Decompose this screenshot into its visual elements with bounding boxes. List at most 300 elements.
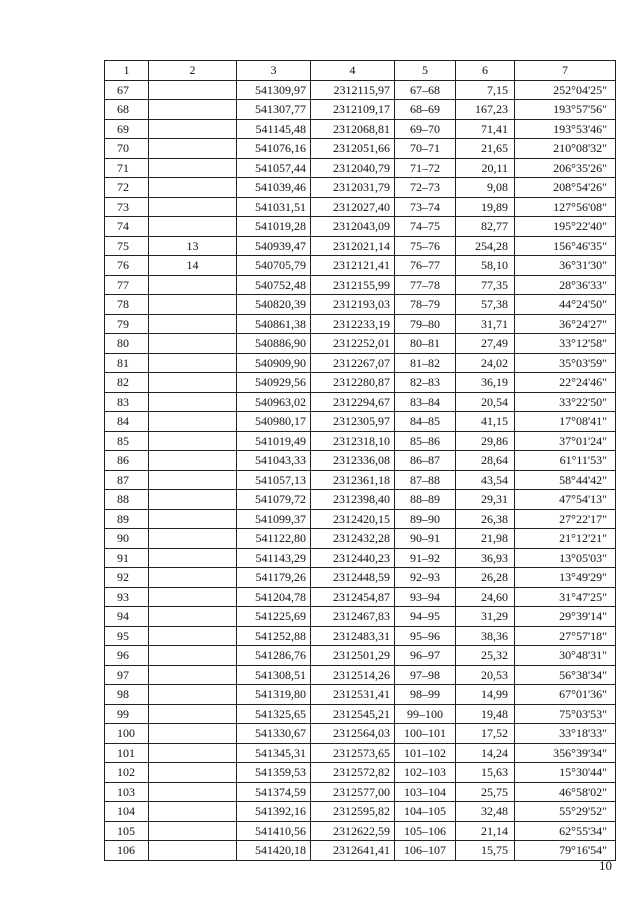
cell-length: 167,23	[456, 100, 515, 120]
cell-y-coordinate: 2312572,82	[311, 763, 395, 783]
cell-x-coordinate: 541019,49	[237, 431, 311, 451]
cell-boundary-point	[149, 568, 237, 588]
cell-point-number: 69	[105, 119, 149, 139]
cell-x-coordinate: 541374,59	[237, 782, 311, 802]
table-row	[105, 665, 616, 685]
cell-length: 38,36	[456, 626, 515, 646]
cell-boundary-point	[149, 743, 237, 763]
cell-boundary-point	[149, 626, 237, 646]
cell-bearing: 206°35'26"	[515, 158, 616, 178]
cell-bearing: 22°24'46"	[515, 373, 616, 393]
cell-segment: 103–104	[395, 782, 456, 802]
table-row	[105, 275, 616, 295]
cell-x-coordinate: 541099,37	[237, 509, 311, 529]
cell-length: 7,15	[456, 80, 515, 100]
cell-y-coordinate: 2312267,07	[311, 353, 395, 373]
cell-x-coordinate: 541204,78	[237, 587, 311, 607]
cell-point-number: 88	[105, 490, 149, 510]
cell-segment: 100–101	[395, 724, 456, 744]
cell-length: 15,63	[456, 763, 515, 783]
cell-boundary-point	[149, 782, 237, 802]
cell-length: 19,48	[456, 704, 515, 724]
table-row	[105, 490, 616, 510]
cell-bearing: 67°01'36"	[515, 685, 616, 705]
cell-point-number: 68	[105, 100, 149, 120]
cell-segment: 96–97	[395, 646, 456, 666]
cell-length: 27,49	[456, 334, 515, 354]
table-row	[105, 607, 616, 627]
cell-segment: 75–76	[395, 236, 456, 256]
cell-length: 19,89	[456, 197, 515, 217]
cell-segment: 71–72	[395, 158, 456, 178]
cell-x-coordinate: 540963,02	[237, 392, 311, 412]
cell-boundary-point	[149, 334, 237, 354]
table-row	[105, 178, 616, 198]
cell-boundary-point	[149, 685, 237, 705]
cell-bearing: 156°46'35"	[515, 236, 616, 256]
table-row	[105, 821, 616, 841]
table-row	[105, 724, 616, 744]
column-header: 1	[105, 61, 149, 81]
table-row	[105, 782, 616, 802]
cell-y-coordinate: 2312361,18	[311, 470, 395, 490]
cell-point-number: 100	[105, 724, 149, 744]
cell-segment: 78–79	[395, 295, 456, 315]
cell-segment: 81–82	[395, 353, 456, 373]
column-header: 5	[395, 61, 456, 81]
column-header: 4	[311, 61, 395, 81]
cell-boundary-point: 13	[149, 236, 237, 256]
cell-boundary-point	[149, 158, 237, 178]
cell-bearing: 33°18'33"	[515, 724, 616, 744]
cell-y-coordinate: 2312440,23	[311, 548, 395, 568]
cell-length: 58,10	[456, 256, 515, 276]
cell-segment: 76–77	[395, 256, 456, 276]
cell-segment: 87–88	[395, 470, 456, 490]
coordinates-table	[104, 60, 616, 861]
cell-point-number: 77	[105, 275, 149, 295]
table-row	[105, 80, 616, 100]
cell-point-number: 86	[105, 451, 149, 471]
cell-segment: 67–68	[395, 80, 456, 100]
cell-bearing: 33°12'58"	[515, 334, 616, 354]
cell-point-number: 83	[105, 392, 149, 412]
cell-segment: 91–92	[395, 548, 456, 568]
column-header: 3	[237, 61, 311, 81]
table-row	[105, 470, 616, 490]
cell-point-number: 85	[105, 431, 149, 451]
cell-segment: 99–100	[395, 704, 456, 724]
cell-length: 36,19	[456, 373, 515, 393]
cell-length: 29,31	[456, 490, 515, 510]
cell-segment: 92–93	[395, 568, 456, 588]
cell-boundary-point	[149, 295, 237, 315]
cell-bearing: 36°24'27"	[515, 314, 616, 334]
table-row	[105, 743, 616, 763]
cell-boundary-point	[149, 412, 237, 432]
cell-y-coordinate: 2312318,10	[311, 431, 395, 451]
cell-bearing: 44°24'50"	[515, 295, 616, 315]
cell-point-number: 102	[105, 763, 149, 783]
cell-y-coordinate: 2312514,26	[311, 665, 395, 685]
table-row	[105, 841, 616, 861]
cell-x-coordinate: 541076,16	[237, 139, 311, 159]
table-row	[105, 431, 616, 451]
cell-point-number: 92	[105, 568, 149, 588]
cell-x-coordinate: 541057,13	[237, 470, 311, 490]
cell-y-coordinate: 2312294,67	[311, 392, 395, 412]
table-row	[105, 412, 616, 432]
table-row	[105, 139, 616, 159]
cell-boundary-point	[149, 490, 237, 510]
cell-boundary-point: 14	[149, 256, 237, 276]
cell-segment: 102–103	[395, 763, 456, 783]
cell-length: 26,38	[456, 509, 515, 529]
cell-segment: 101–102	[395, 743, 456, 763]
cell-length: 20,11	[456, 158, 515, 178]
cell-length: 29,86	[456, 431, 515, 451]
cell-boundary-point	[149, 431, 237, 451]
cell-y-coordinate: 2312448,59	[311, 568, 395, 588]
cell-point-number: 103	[105, 782, 149, 802]
cell-boundary-point	[149, 80, 237, 100]
cell-bearing: 21°12'21"	[515, 529, 616, 549]
cell-bearing: 210°08'32"	[515, 139, 616, 159]
cell-length: 14,99	[456, 685, 515, 705]
cell-boundary-point	[149, 763, 237, 783]
cell-bearing: 13°49'29"	[515, 568, 616, 588]
cell-segment: 84–85	[395, 412, 456, 432]
cell-length: 15,75	[456, 841, 515, 861]
table-row	[105, 451, 616, 471]
cell-bearing: 17°08'41"	[515, 412, 616, 432]
cell-x-coordinate: 541079,72	[237, 490, 311, 510]
cell-bearing: 29°39'14"	[515, 607, 616, 627]
cell-length: 77,35	[456, 275, 515, 295]
cell-length: 41,15	[456, 412, 515, 432]
table-row	[105, 197, 616, 217]
cell-boundary-point	[149, 607, 237, 627]
cell-x-coordinate: 540861,38	[237, 314, 311, 334]
cell-segment: 93–94	[395, 587, 456, 607]
table-row	[105, 158, 616, 178]
cell-point-number: 104	[105, 802, 149, 822]
cell-boundary-point	[149, 451, 237, 471]
cell-bearing: 55°29'52"	[515, 802, 616, 822]
cell-boundary-point	[149, 821, 237, 841]
cell-y-coordinate: 2312467,83	[311, 607, 395, 627]
table-row	[105, 626, 616, 646]
cell-bearing: 356°39'34"	[515, 743, 616, 763]
cell-x-coordinate: 541410,56	[237, 821, 311, 841]
cell-boundary-point	[149, 665, 237, 685]
cell-x-coordinate: 540752,48	[237, 275, 311, 295]
table-row	[105, 295, 616, 315]
cell-length: 17,52	[456, 724, 515, 744]
table-row	[105, 704, 616, 724]
cell-length: 20,54	[456, 392, 515, 412]
cell-y-coordinate: 2312109,17	[311, 100, 395, 120]
table-row	[105, 119, 616, 139]
cell-y-coordinate: 2312577,00	[311, 782, 395, 802]
cell-point-number: 95	[105, 626, 149, 646]
cell-segment: 68–69	[395, 100, 456, 120]
cell-y-coordinate: 2312121,41	[311, 256, 395, 276]
cell-boundary-point	[149, 529, 237, 549]
cell-boundary-point	[149, 548, 237, 568]
cell-length: 254,28	[456, 236, 515, 256]
cell-point-number: 106	[105, 841, 149, 861]
cell-y-coordinate: 2312420,15	[311, 509, 395, 529]
cell-length: 9,08	[456, 178, 515, 198]
cell-x-coordinate: 541043,33	[237, 451, 311, 471]
cell-x-coordinate: 541145,48	[237, 119, 311, 139]
column-header: 2	[149, 61, 237, 81]
cell-y-coordinate: 2312043,09	[311, 217, 395, 237]
cell-segment: 74–75	[395, 217, 456, 237]
cell-x-coordinate: 541309,97	[237, 80, 311, 100]
cell-segment: 85–86	[395, 431, 456, 451]
cell-bearing: 31°47'25"	[515, 587, 616, 607]
cell-point-number: 70	[105, 139, 149, 159]
cell-boundary-point	[149, 724, 237, 744]
table-row	[105, 685, 616, 705]
cell-bearing: 15°30'44"	[515, 763, 616, 783]
cell-segment: 82–83	[395, 373, 456, 393]
cell-boundary-point	[149, 100, 237, 120]
cell-segment: 73–74	[395, 197, 456, 217]
cell-y-coordinate: 2312233,19	[311, 314, 395, 334]
cell-bearing: 47°54'13"	[515, 490, 616, 510]
cell-bearing: 56°38'34"	[515, 665, 616, 685]
cell-x-coordinate: 541319,80	[237, 685, 311, 705]
cell-boundary-point	[149, 275, 237, 295]
cell-boundary-point	[149, 646, 237, 666]
cell-bearing: 13°05'03"	[515, 548, 616, 568]
table-row	[105, 568, 616, 588]
cell-x-coordinate: 541359,53	[237, 763, 311, 783]
cell-length: 82,77	[456, 217, 515, 237]
cell-segment: 105–106	[395, 821, 456, 841]
cell-x-coordinate: 541392,16	[237, 802, 311, 822]
cell-boundary-point	[149, 392, 237, 412]
cell-y-coordinate: 2312531,41	[311, 685, 395, 705]
cell-boundary-point	[149, 314, 237, 334]
cell-point-number: 80	[105, 334, 149, 354]
cell-length: 31,71	[456, 314, 515, 334]
cell-bearing: 30°48'31"	[515, 646, 616, 666]
cell-length: 21,65	[456, 139, 515, 159]
cell-point-number: 74	[105, 217, 149, 237]
column-header: 7	[515, 61, 616, 81]
cell-x-coordinate: 541019,28	[237, 217, 311, 237]
cell-point-number: 89	[105, 509, 149, 529]
cell-x-coordinate: 541286,76	[237, 646, 311, 666]
cell-segment: 80–81	[395, 334, 456, 354]
cell-bearing: 46°58'02"	[515, 782, 616, 802]
cell-bearing: 127°56'08"	[515, 197, 616, 217]
cell-segment: 69–70	[395, 119, 456, 139]
cell-y-coordinate: 2312252,01	[311, 334, 395, 354]
cell-x-coordinate: 541179,26	[237, 568, 311, 588]
cell-y-coordinate: 2312193,03	[311, 295, 395, 315]
table-row	[105, 392, 616, 412]
cell-length: 36,93	[456, 548, 515, 568]
cell-length: 21,14	[456, 821, 515, 841]
cell-length: 24,60	[456, 587, 515, 607]
cell-segment: 104–105	[395, 802, 456, 822]
cell-segment: 98–99	[395, 685, 456, 705]
cell-point-number: 76	[105, 256, 149, 276]
cell-bearing: 62°55'34"	[515, 821, 616, 841]
cell-boundary-point	[149, 217, 237, 237]
cell-x-coordinate: 541143,29	[237, 548, 311, 568]
cell-y-coordinate: 2312432,28	[311, 529, 395, 549]
table-row	[105, 353, 616, 373]
cell-bearing: 36°31'30"	[515, 256, 616, 276]
cell-x-coordinate: 541345,31	[237, 743, 311, 763]
cell-y-coordinate: 2312031,79	[311, 178, 395, 198]
cell-segment: 90–91	[395, 529, 456, 549]
cell-point-number: 101	[105, 743, 149, 763]
cell-point-number: 82	[105, 373, 149, 393]
cell-point-number: 73	[105, 197, 149, 217]
cell-segment: 70–71	[395, 139, 456, 159]
cell-bearing: 61°11'53"	[515, 451, 616, 471]
cell-point-number: 81	[105, 353, 149, 373]
cell-boundary-point	[149, 197, 237, 217]
cell-y-coordinate: 2312501,29	[311, 646, 395, 666]
cell-point-number: 91	[105, 548, 149, 568]
table-row	[105, 256, 616, 276]
column-header: 6	[456, 61, 515, 81]
table-row	[105, 314, 616, 334]
cell-bearing: 33°22'50"	[515, 392, 616, 412]
cell-y-coordinate: 2312115,97	[311, 80, 395, 100]
table-row	[105, 236, 616, 256]
cell-segment: 79–80	[395, 314, 456, 334]
cell-bearing: 252°04'25"	[515, 80, 616, 100]
cell-length: 24,02	[456, 353, 515, 373]
cell-y-coordinate: 2312336,08	[311, 451, 395, 471]
cell-boundary-point	[149, 587, 237, 607]
table-row	[105, 509, 616, 529]
cell-x-coordinate: 540909,90	[237, 353, 311, 373]
table-row	[105, 334, 616, 354]
cell-point-number: 87	[105, 470, 149, 490]
cell-x-coordinate: 541307,77	[237, 100, 311, 120]
cell-point-number: 78	[105, 295, 149, 315]
cell-point-number: 79	[105, 314, 149, 334]
cell-x-coordinate: 541330,67	[237, 724, 311, 744]
cell-length: 25,75	[456, 782, 515, 802]
cell-x-coordinate: 540980,17	[237, 412, 311, 432]
cell-point-number: 94	[105, 607, 149, 627]
cell-length: 32,48	[456, 802, 515, 822]
cell-bearing: 208°54'26"	[515, 178, 616, 198]
cell-bearing: 37°01'24"	[515, 431, 616, 451]
cell-x-coordinate: 541122,80	[237, 529, 311, 549]
cell-bearing: 193°57'56"	[515, 100, 616, 120]
cell-bearing: 28°36'33"	[515, 275, 616, 295]
cell-x-coordinate: 540705,79	[237, 256, 311, 276]
table-header-row	[105, 61, 616, 81]
table-row	[105, 646, 616, 666]
cell-y-coordinate: 2312398,40	[311, 490, 395, 510]
table-row	[105, 373, 616, 393]
cell-point-number: 71	[105, 158, 149, 178]
cell-bearing: 35°03'59"	[515, 353, 616, 373]
cell-y-coordinate: 2312068,81	[311, 119, 395, 139]
cell-y-coordinate: 2312641,41	[311, 841, 395, 861]
cell-segment: 86–87	[395, 451, 456, 471]
cell-boundary-point	[149, 470, 237, 490]
cell-point-number: 97	[105, 665, 149, 685]
table-row	[105, 587, 616, 607]
cell-x-coordinate: 540820,39	[237, 295, 311, 315]
cell-boundary-point	[149, 373, 237, 393]
cell-x-coordinate: 540886,90	[237, 334, 311, 354]
table-row	[105, 802, 616, 822]
cell-boundary-point	[149, 139, 237, 159]
cell-y-coordinate: 2312564,03	[311, 724, 395, 744]
cell-bearing: 79°16'54"	[515, 841, 616, 861]
cell-y-coordinate: 2312021,14	[311, 236, 395, 256]
cell-y-coordinate: 2312305,97	[311, 412, 395, 432]
cell-point-number: 105	[105, 821, 149, 841]
cell-point-number: 84	[105, 412, 149, 432]
cell-bearing: 193°53'46"	[515, 119, 616, 139]
cell-boundary-point	[149, 119, 237, 139]
cell-x-coordinate: 540929,56	[237, 373, 311, 393]
cell-y-coordinate: 2312280,87	[311, 373, 395, 393]
cell-length: 31,29	[456, 607, 515, 627]
cell-x-coordinate: 541325,65	[237, 704, 311, 724]
cell-length: 26,28	[456, 568, 515, 588]
cell-length: 71,41	[456, 119, 515, 139]
cell-point-number: 72	[105, 178, 149, 198]
table-row	[105, 529, 616, 549]
cell-y-coordinate: 2312573,65	[311, 743, 395, 763]
cell-bearing: 58°44'42"	[515, 470, 616, 490]
table-row	[105, 763, 616, 783]
cell-length: 14,24	[456, 743, 515, 763]
cell-length: 57,38	[456, 295, 515, 315]
cell-y-coordinate: 2312155,99	[311, 275, 395, 295]
cell-segment: 94–95	[395, 607, 456, 627]
cell-segment: 88–89	[395, 490, 456, 510]
cell-bearing: 27°57'18"	[515, 626, 616, 646]
cell-x-coordinate: 541420,18	[237, 841, 311, 861]
cell-y-coordinate: 2312545,21	[311, 704, 395, 724]
cell-length: 25,32	[456, 646, 515, 666]
cell-y-coordinate: 2312483,31	[311, 626, 395, 646]
cell-point-number: 93	[105, 587, 149, 607]
cell-segment: 97–98	[395, 665, 456, 685]
cell-point-number: 67	[105, 80, 149, 100]
table-body	[105, 80, 616, 860]
cell-y-coordinate: 2312040,79	[311, 158, 395, 178]
cell-boundary-point	[149, 802, 237, 822]
cell-boundary-point	[149, 841, 237, 861]
table-row	[105, 217, 616, 237]
cell-bearing: 75°03'53"	[515, 704, 616, 724]
cell-length: 28,64	[456, 451, 515, 471]
cell-x-coordinate: 541252,88	[237, 626, 311, 646]
cell-x-coordinate: 541225,69	[237, 607, 311, 627]
cell-length: 43,54	[456, 470, 515, 490]
cell-point-number: 96	[105, 646, 149, 666]
